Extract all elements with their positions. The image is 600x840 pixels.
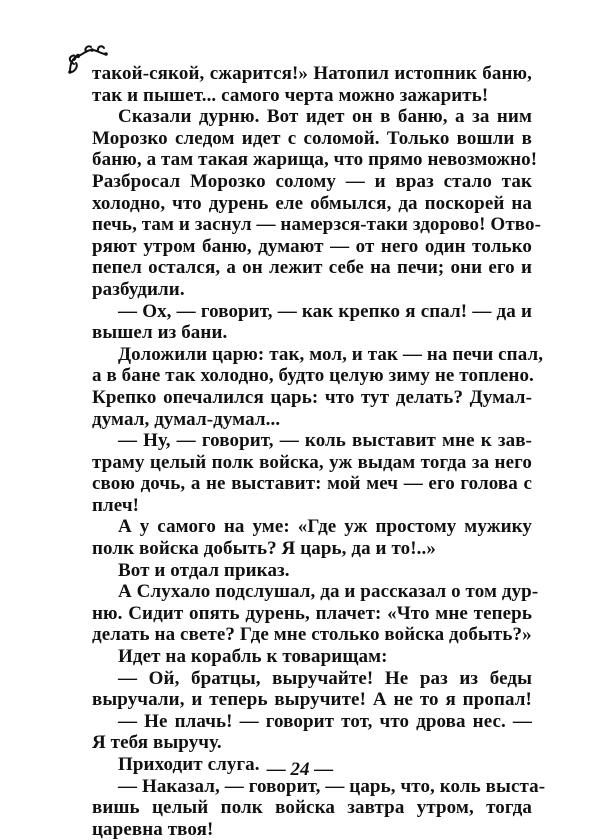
text-line: баню, а там такая жарища, что прямо невозможно!	[92, 149, 538, 171]
text-line: Приходит слуга.	[118, 754, 260, 775]
page-number: — 24 —	[266, 759, 334, 780]
text-line: Вот и отдал приказ.	[118, 559, 290, 581]
text-line: выручали, и теперь выручите! А не то я пропал!	[92, 689, 532, 711]
text-line: — Ну, — говорит, — коль выставит мне к зав-	[118, 430, 532, 452]
text-line: Сказали дурню. Вот идет он в баню, а за ним	[118, 106, 532, 128]
text-line: — Ой, братцы, выручайте! Не раз из беды	[118, 667, 532, 689]
text-line: свою дочь, а не выставит: мой меч — его голова с	[92, 473, 532, 495]
text-line: вышел из бани.	[92, 322, 228, 344]
text-line: Морозко следом идет с соломой. Только вошли в	[92, 127, 532, 149]
text-line: Крепко опечалился царь: что тут делать? Думал-	[92, 386, 532, 408]
text-line: а в бане так холодно, будто целую зиму не топлено.	[92, 365, 534, 387]
text-line: печь, там и заснул — намерзся-таки здорово! Отво-	[92, 214, 542, 236]
story-text	[92, 63, 546, 840]
text-line: холодно, что дурень еле обмылся, да поскорей на	[92, 192, 532, 214]
text-line: такой-сякой, сжарится!» Натопил истопник баню,	[92, 63, 532, 84]
text-line: Я тебя выручу.	[92, 732, 222, 754]
text-line: траму целый полк войска, уж выдам тогда за него	[92, 451, 532, 473]
text-line: вишь целый полк войска завтра утром, тогда	[92, 797, 532, 819]
text-line: Идет на корабль к товарищам:	[118, 646, 388, 668]
text-line: делать на свете? Где мне столько войска добыть?»	[92, 624, 532, 646]
text-line: — Наказал, — говорит, — царь, что, коль выста-	[118, 775, 546, 797]
text-line: царевна твоя!	[92, 818, 214, 840]
text-line: А Слухало подслушал, да и рассказал о том дур-	[118, 581, 539, 603]
text-line: плеч!	[92, 494, 140, 516]
text-line: А у самого на уме: «Где уж простому мужику	[118, 516, 532, 538]
text-line: думал, думал-думал...	[92, 408, 281, 430]
text-line: — Ох, — говорит, — как крепко я спал! — да и	[118, 300, 532, 322]
text-line: так и пышет... самого черта можно зажарить!	[92, 84, 489, 106]
text-line: Разбросал Морозко солому — и враз стало так	[92, 170, 532, 192]
text-line: полк войска добыть? Я царь, да и то!..»	[92, 538, 436, 560]
text-line: Доложили царю: так, мол, и так — на печи спал,	[118, 343, 544, 365]
text-line: пепел остался, а он лежит себе на печи; они его и	[92, 257, 532, 279]
text-line: — Не плачь! — говорит тот, что дрова нес. —	[118, 710, 532, 732]
text-line: ню. Сидит опять дурень, плачет: «Что мне теперь	[92, 602, 532, 624]
text-line: ряют утром баню, думают — от него один только	[92, 235, 532, 257]
text-line: разбудили.	[92, 278, 185, 300]
